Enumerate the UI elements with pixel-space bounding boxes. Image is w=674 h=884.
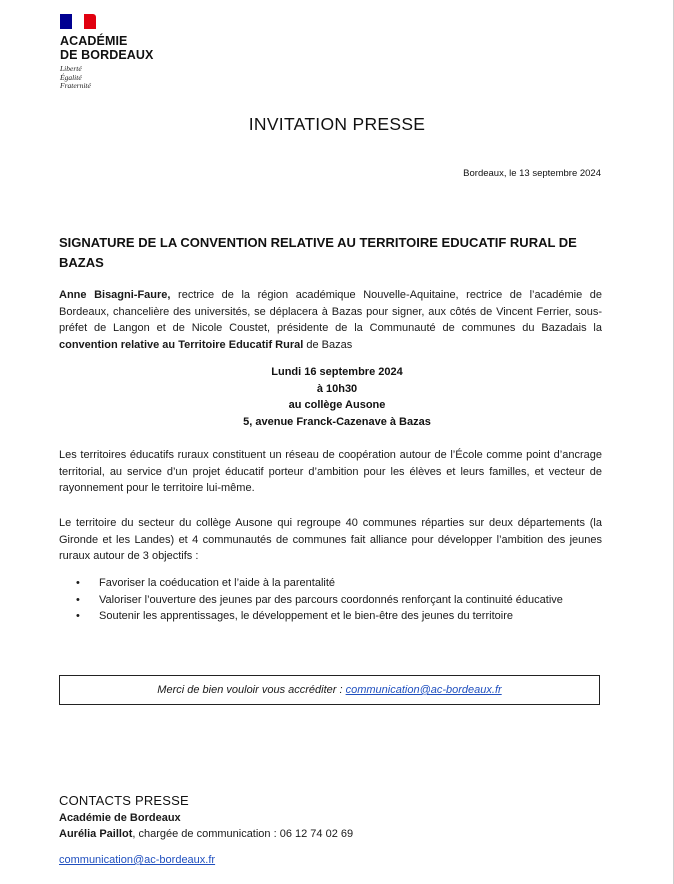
bullet-icon: • bbox=[76, 577, 80, 589]
intro-paragraph bbox=[59, 287, 602, 353]
intro-text-2: de Bazas bbox=[303, 338, 353, 351]
objective-text: Soutenir les apprentissages, le développement et le bien-être des jeunes du territoire bbox=[99, 610, 513, 622]
event-time: à 10h30 bbox=[316, 382, 358, 395]
list-item bbox=[76, 608, 601, 625]
contact-person-name: Aurélia Paillot bbox=[59, 828, 133, 840]
objective-text: Valoriser l’ouverture des jeunes par des parcours coordonnés renforçant la continuité éducative bbox=[99, 593, 563, 606]
contact-person bbox=[59, 826, 353, 843]
event-address: 5, avenue Franck-Cazenave à Bazas bbox=[243, 415, 431, 428]
sector-paragraph: Le territoire du secteur du collège Ausone qui regroupe 40 communes réparties sur deux départements (la Gironde et les Landes) et 4 communautés de communes fait alliance pour développer l’ambition des jeunes ruraux autour de 3 objectifs : bbox=[59, 517, 602, 562]
intro-text-1: rectrice de la région académique Nouvelle-Aquitaine, rectrice de l’académie de Bordeaux, chancelière des universités, se déplacera à Bazas pour signer, aux côtés de Vincent Ferrier, sous-préfet de Langon et de Nicole Coustet, présidente de la Communauté de communes du Bazadais la bbox=[59, 289, 602, 334]
contact-person-role: , chargée de communication : 06 12 74 02 69 bbox=[132, 828, 354, 840]
republic-motto bbox=[60, 65, 153, 91]
press-heading: SIGNATURE DE LA CONVENTION RELATIVE AU TERRITOIRE EDUCATIF RURAL DE BAZAS bbox=[59, 235, 577, 270]
contact-email-link[interactable]: communication@ac-bordeaux.fr bbox=[59, 854, 216, 866]
french-flag-icon bbox=[60, 14, 96, 29]
list-item bbox=[76, 592, 601, 609]
bullet-icon: • bbox=[76, 593, 80, 606]
document-date: Bordeaux, le 13 septembre 2024 bbox=[463, 168, 601, 179]
event-place: au collège Ausone bbox=[288, 399, 386, 411]
logo-name bbox=[60, 34, 153, 62]
contacts-title: CONTACTS PRESSE bbox=[59, 793, 189, 808]
motto-fraternite: Fraternité bbox=[60, 81, 91, 90]
motto-liberte: Liberté bbox=[60, 64, 82, 73]
intro-name: Anne Bisagni-Faure, bbox=[59, 289, 171, 301]
event-date: Lundi 16 septembre 2024 bbox=[271, 366, 403, 378]
objectives-list bbox=[76, 575, 601, 625]
accreditation-email-link[interactable]: communication@ac-bordeaux.fr bbox=[345, 684, 502, 696]
event-details bbox=[0, 364, 674, 430]
accreditation-text: Merci de bien vouloir vous accréditer : bbox=[157, 684, 346, 696]
list-item bbox=[76, 575, 601, 592]
accreditation-box bbox=[59, 675, 600, 705]
territories-paragraph: Les territoires éducatifs ruraux constituent un réseau de coopération autour de l’École comme point d’ancrage territorial, au service d’un projet éducatif porteur d’ambition pour les élèves et leurs familles, et vecteur de rayonnement pour le territoire lui-même. bbox=[59, 449, 602, 494]
contact-email bbox=[59, 852, 215, 869]
objective-text: Favoriser la coéducation et l’aide à la parentalité bbox=[99, 577, 336, 589]
logo-name-line1: ACADÉMIE bbox=[60, 34, 128, 48]
logo-name-line2: DE BORDEAUX bbox=[60, 48, 154, 62]
motto-egalite: Égalité bbox=[60, 72, 82, 82]
document-title: INVITATION PRESSE bbox=[248, 114, 426, 134]
contact-organization: Académie de Bordeaux bbox=[59, 812, 181, 824]
academie-logo bbox=[60, 14, 153, 91]
bullet-icon: • bbox=[76, 610, 80, 622]
intro-convention: convention relative au Territoire Educatif Rural bbox=[59, 338, 304, 351]
